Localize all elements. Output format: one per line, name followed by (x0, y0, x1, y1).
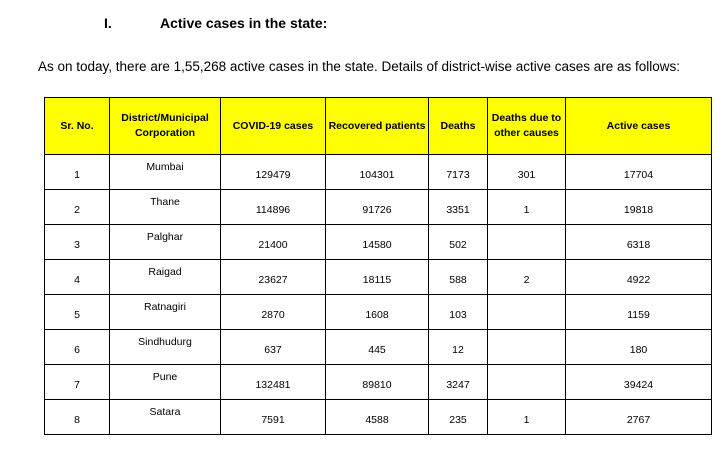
table-row (45, 190, 712, 225)
cell-other-deaths (488, 365, 566, 400)
cell-deaths: 3247 (429, 365, 488, 400)
cell-covid-cases: 21400 (221, 225, 326, 260)
cell-district: Thane (110, 190, 221, 225)
intro-paragraph: As on today, there are 1,55,268 active cases in the state. Details of district-wise active cases are as follows: (38, 59, 681, 74)
cell-district: Pune (110, 365, 221, 400)
header-active-cases: Active cases (566, 98, 712, 155)
cell-sr-no: 4 (45, 260, 110, 295)
cell-district: Ratnagiri (110, 295, 221, 330)
header-sr-no: Sr. No. (45, 98, 110, 155)
section-title: Active cases in the state: (160, 15, 328, 31)
cell-covid-cases: 637 (221, 330, 326, 365)
cell-district: Sindhudurg (110, 330, 221, 365)
cell-covid-cases: 23627 (221, 260, 326, 295)
header-other-deaths: Deaths due to other causes (488, 98, 566, 155)
cell-district: Mumbai (110, 155, 221, 190)
cell-recovered: 4588 (326, 400, 429, 435)
cell-deaths: 588 (429, 260, 488, 295)
cell-recovered: 14580 (326, 225, 429, 260)
cell-other-deaths (488, 330, 566, 365)
section-number: I. (104, 15, 112, 31)
cell-recovered: 445 (326, 330, 429, 365)
cell-deaths: 103 (429, 295, 488, 330)
cell-sr-no: 3 (45, 225, 110, 260)
cell-recovered: 1608 (326, 295, 429, 330)
cell-district: Satara (110, 400, 221, 435)
cell-sr-no: 5 (45, 295, 110, 330)
cell-sr-no: 6 (45, 330, 110, 365)
section-heading (104, 15, 327, 31)
cell-other-deaths: 1 (488, 400, 566, 435)
cell-active-cases: 1159 (566, 295, 712, 330)
header-recovered: Recovered patients (326, 98, 429, 155)
table-row (45, 330, 712, 365)
cell-other-deaths: 301 (488, 155, 566, 190)
cell-active-cases: 4922 (566, 260, 712, 295)
district-cases-table (44, 97, 712, 435)
cell-active-cases: 39424 (566, 365, 712, 400)
cell-active-cases: 6318 (566, 225, 712, 260)
cell-deaths: 3351 (429, 190, 488, 225)
cell-recovered: 91726 (326, 190, 429, 225)
table-header-row (45, 98, 712, 155)
table-row (45, 400, 712, 435)
cell-active-cases: 19818 (566, 190, 712, 225)
cell-covid-cases: 114896 (221, 190, 326, 225)
cell-active-cases: 2767 (566, 400, 712, 435)
cell-other-deaths (488, 225, 566, 260)
cell-active-cases: 17704 (566, 155, 712, 190)
cell-sr-no: 7 (45, 365, 110, 400)
table-row (45, 155, 712, 190)
table-row (45, 365, 712, 400)
cell-deaths: 12 (429, 330, 488, 365)
cell-district: Raigad (110, 260, 221, 295)
header-covid-cases: COVID-19 cases (221, 98, 326, 155)
cell-active-cases: 180 (566, 330, 712, 365)
cell-deaths: 7173 (429, 155, 488, 190)
table-row (45, 295, 712, 330)
cell-recovered: 104301 (326, 155, 429, 190)
cell-covid-cases: 2870 (221, 295, 326, 330)
cell-deaths: 235 (429, 400, 488, 435)
cell-covid-cases: 132481 (221, 365, 326, 400)
cell-other-deaths: 1 (488, 190, 566, 225)
cell-sr-no: 8 (45, 400, 110, 435)
cell-sr-no: 1 (45, 155, 110, 190)
table-row (45, 225, 712, 260)
cell-sr-no: 2 (45, 190, 110, 225)
cell-other-deaths: 2 (488, 260, 566, 295)
cell-covid-cases: 7591 (221, 400, 326, 435)
cell-other-deaths (488, 295, 566, 330)
cell-recovered: 89810 (326, 365, 429, 400)
table-row (45, 260, 712, 295)
cell-recovered: 18115 (326, 260, 429, 295)
header-district: District/Municipal Corporation (110, 98, 221, 155)
header-deaths: Deaths (429, 98, 488, 155)
cell-deaths: 502 (429, 225, 488, 260)
cell-district: Palghar (110, 225, 221, 260)
cell-covid-cases: 129479 (221, 155, 326, 190)
